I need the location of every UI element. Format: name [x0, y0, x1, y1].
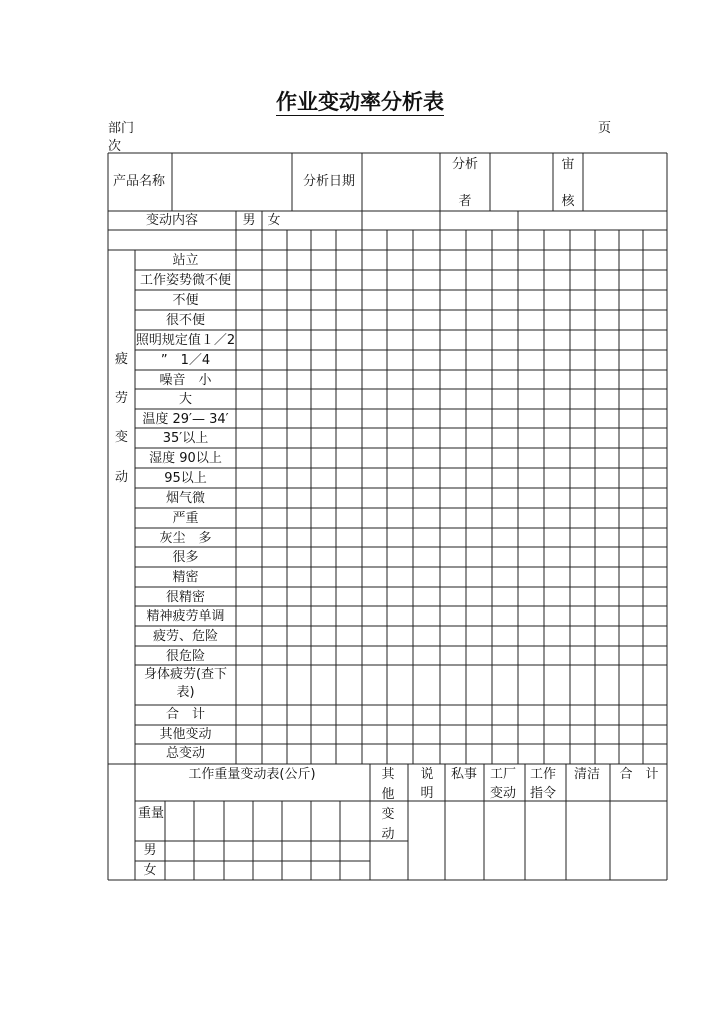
fatigue-label-char: 动	[114, 470, 128, 485]
fatigue-row-label: 噪音 小	[159, 373, 212, 388]
fatigue-label-char: 变	[114, 430, 128, 445]
fatigue-row-label: 很多	[172, 550, 199, 565]
fatigue-label-char: 疲	[114, 352, 128, 367]
fatigue-row-label: 温度 29′— 34′	[142, 412, 229, 427]
fatigue-row-label: 疲劳、危险	[152, 629, 218, 644]
fatigue-row-label: 身体疲劳(查下表)	[143, 667, 228, 700]
fatigue-row-label: 站立	[172, 253, 199, 268]
fatigue-row-label: 不便	[172, 293, 199, 308]
weight-male-label: 男	[143, 843, 157, 858]
page-label: 页	[598, 121, 612, 136]
explain-col-label: 说明	[420, 767, 434, 801]
analyst-label-1: 分析	[451, 157, 478, 172]
dept-label: 部门	[108, 121, 135, 136]
analyst-label-2: 者	[458, 194, 472, 209]
fatigue-row-label: 35′以上	[162, 431, 209, 446]
fatigue-row-label: 95以上	[164, 471, 207, 486]
product-name-label: 产品名称	[113, 174, 166, 189]
fatigue-label-char: 劳	[114, 391, 128, 406]
review-label-2: 核	[561, 194, 575, 209]
weight-label: 重量	[138, 806, 165, 821]
review-label-1: 宙	[561, 157, 575, 172]
female-header: 女	[267, 213, 281, 228]
page-title: 作业变动率分析表	[276, 89, 444, 114]
fatigue-row-label: 工作姿势微不便	[139, 273, 231, 288]
change-content-header: 变动内容	[145, 213, 198, 228]
fatigue-row-label: 精密	[172, 570, 199, 585]
other-change-row-label: 其他变动	[159, 727, 212, 742]
clean-col-label: 清洁	[573, 767, 600, 782]
weight-female-label: 女	[143, 863, 157, 878]
fatigue-row-label: 很危险	[165, 649, 205, 664]
fatigue-row-label: 精神疲劳单调	[146, 609, 225, 624]
male-header: 男	[242, 213, 256, 228]
page-label-2: 次	[108, 139, 122, 154]
total-change-row-label: 总变动	[165, 746, 205, 761]
private-col-label: 私事	[450, 767, 477, 782]
fatigue-row-label: 照明规定值１／2	[135, 333, 236, 348]
sum-row-label: 合 计	[165, 707, 205, 722]
fatigue-row-label: 很不便	[165, 313, 205, 328]
weight-table-title: 工作重量变动表(公斤)	[188, 767, 316, 782]
fatigue-row-label: 湿度 90以上	[149, 451, 222, 466]
analysis-date-label: 分析日期	[303, 174, 356, 189]
factory-change-col-label: 工厂变动	[489, 767, 516, 801]
work-order-col-label: 工作指令	[529, 767, 556, 801]
fatigue-row-label: 很精密	[165, 590, 205, 605]
fatigue-row-label: ” 1／4	[160, 353, 211, 368]
fatigue-row-label: 烟气微	[165, 491, 205, 506]
fatigue-row-label: 灰尘 多	[159, 531, 212, 546]
other-change-col-label: 其他变动	[381, 767, 395, 842]
fatigue-row-label: 大	[178, 392, 192, 407]
fatigue-row-label: 严重	[172, 511, 199, 526]
total-col-label: 合 计	[619, 767, 659, 782]
